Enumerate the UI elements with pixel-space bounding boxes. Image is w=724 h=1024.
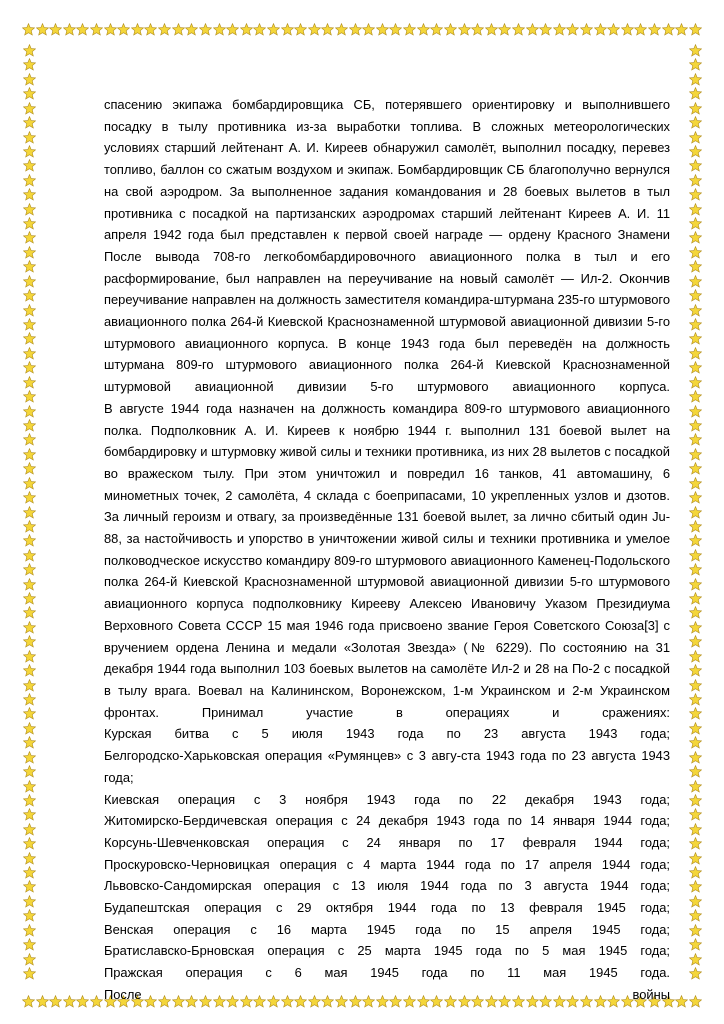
gold-star-icon [104, 23, 117, 36]
gold-star-icon [199, 23, 212, 36]
gold-star-icon [498, 23, 511, 36]
gold-star-icon [689, 491, 702, 504]
gold-star-icon [689, 102, 702, 115]
gold-star-icon [689, 376, 702, 389]
gold-star-icon [689, 563, 702, 576]
star-border-top [22, 22, 702, 36]
gold-star-icon [23, 953, 36, 966]
gold-star-icon [23, 116, 36, 129]
gold-star-icon [689, 866, 702, 879]
gold-star-icon [23, 462, 36, 475]
gold-star-icon [76, 23, 89, 36]
operation-line: Будапештская операция с 29 октября 1944 года по 13 февраля 1945 года; [104, 900, 670, 916]
gold-star-icon [76, 995, 89, 1008]
gold-star-icon [49, 23, 62, 36]
gold-star-icon [689, 938, 702, 951]
gold-star-icon [566, 23, 579, 36]
gold-star-icon [349, 23, 362, 36]
gold-star-icon [689, 433, 702, 446]
gold-star-icon [23, 520, 36, 533]
gold-star-icon [689, 116, 702, 129]
gold-star-icon [689, 405, 702, 418]
gold-star-icon [689, 578, 702, 591]
gold-star-icon [689, 707, 702, 720]
gold-star-icon [23, 924, 36, 937]
gold-star-icon [580, 23, 593, 36]
gold-star-icon [689, 275, 702, 288]
gold-star-icon [23, 275, 36, 288]
gold-star-icon [689, 679, 702, 692]
gold-star-icon [23, 87, 36, 100]
gold-star-icon [23, 231, 36, 244]
gold-star-icon [23, 102, 36, 115]
gold-star-icon [23, 707, 36, 720]
gold-star-icon [23, 131, 36, 144]
gold-star-icon [267, 23, 280, 36]
gold-star-icon [23, 938, 36, 951]
gold-star-icon [689, 621, 702, 634]
gold-star-icon [689, 289, 702, 302]
gold-star-icon [689, 73, 702, 86]
gold-star-icon [23, 765, 36, 778]
gold-star-icon [689, 953, 702, 966]
gold-star-icon [689, 722, 702, 735]
gold-star-icon [689, 462, 702, 475]
gold-star-icon [23, 246, 36, 259]
gold-star-icon [689, 477, 702, 490]
gold-star-icon [689, 188, 702, 201]
operation-line: Проскуровско-Черновицкая операция с 4 марта 1944 года по 17 апреля 1944 года; [104, 856, 670, 872]
gold-star-icon [23, 635, 36, 648]
gold-star-icon [90, 23, 103, 36]
gold-star-icon [23, 203, 36, 216]
gold-star-icon [689, 592, 702, 605]
gold-star-icon [23, 722, 36, 735]
gold-star-icon [23, 549, 36, 562]
gold-star-icon [23, 217, 36, 230]
gold-star-icon [144, 23, 157, 36]
gold-star-icon [648, 23, 661, 36]
operation-line: Житомирско-Бердичевская операция с 24 декабря 1943 года по 14 января 1944 года; [104, 813, 670, 829]
gold-star-icon [335, 23, 348, 36]
gold-star-icon [689, 390, 702, 403]
gold-star-icon [23, 188, 36, 201]
gold-star-icon [675, 995, 688, 1008]
gold-star-icon [689, 549, 702, 562]
gold-star-icon [23, 578, 36, 591]
gold-star-icon [689, 765, 702, 778]
gold-star-icon [23, 808, 36, 821]
gold-star-icon [689, 246, 702, 259]
gold-star-icon [689, 852, 702, 865]
gold-star-icon [689, 145, 702, 158]
gold-star-icon [23, 736, 36, 749]
gold-star-icon [23, 289, 36, 302]
gold-star-icon [23, 967, 36, 980]
gold-star-icon [23, 361, 36, 374]
gold-star-icon [23, 174, 36, 187]
gold-star-icon [689, 909, 702, 922]
gold-star-icon [90, 995, 103, 1008]
gold-star-icon [23, 664, 36, 677]
gold-star-icon [689, 217, 702, 230]
gold-star-icon [689, 520, 702, 533]
gold-star-icon [689, 332, 702, 345]
gold-star-icon [417, 23, 430, 36]
gold-star-icon [23, 621, 36, 634]
gold-star-icon [689, 347, 702, 360]
gold-star-icon [689, 995, 702, 1008]
gold-star-icon [49, 995, 62, 1008]
gold-star-icon [689, 823, 702, 836]
gold-star-icon [23, 880, 36, 893]
gold-star-icon [634, 23, 647, 36]
gold-star-icon [23, 145, 36, 158]
gold-star-icon [526, 23, 539, 36]
gold-star-icon [23, 895, 36, 908]
gold-star-icon [294, 23, 307, 36]
gold-star-icon [36, 23, 49, 36]
gold-star-icon [23, 650, 36, 663]
gold-star-icon [539, 23, 552, 36]
gold-star-icon [689, 318, 702, 331]
gold-star-icon [689, 534, 702, 547]
gold-star-icon [281, 23, 294, 36]
gold-star-icon [553, 23, 566, 36]
gold-star-icon [23, 679, 36, 692]
gold-star-icon [23, 44, 36, 57]
operation-line: Львовско-Сандомирская операция с 13 июля 1944 года по 3 августа 1944 года; [104, 878, 670, 894]
gold-star-icon [689, 837, 702, 850]
gold-star-icon [23, 332, 36, 345]
gold-star-icon [485, 23, 498, 36]
gold-star-icon [240, 23, 253, 36]
gold-star-icon [689, 751, 702, 764]
gold-star-icon [689, 736, 702, 749]
star-border-left [22, 44, 36, 980]
gold-star-icon [23, 866, 36, 879]
gold-star-icon [689, 664, 702, 677]
gold-star-icon [253, 23, 266, 36]
gold-star-icon [621, 23, 634, 36]
gold-star-icon [23, 693, 36, 706]
gold-star-icon [689, 693, 702, 706]
gold-star-icon [23, 159, 36, 172]
gold-star-icon [23, 592, 36, 605]
gold-star-icon [662, 23, 675, 36]
gold-star-icon [23, 433, 36, 446]
gold-star-icon [689, 87, 702, 100]
gold-star-icon [689, 23, 702, 36]
operation-line: Киевская операция с 3 ноября 1943 года по 22 декабря 1943 года; [104, 791, 670, 807]
operation-line: Братиславско-Брновская операция с 25 марта 1945 года по 5 мая 1945 года; [104, 943, 670, 959]
operation-line: Венская операция с 16 марта 1945 года по 15 апреля 1945 года; [104, 921, 670, 937]
gold-star-icon [23, 347, 36, 360]
gold-star-icon [689, 203, 702, 216]
gold-star-icon [512, 23, 525, 36]
operation-line: Пражская операция с 6 мая 1945 года по 11 мая 1945 года. [104, 965, 670, 981]
gold-star-icon [689, 895, 702, 908]
gold-star-icon [213, 23, 226, 36]
gold-star-icon [689, 58, 702, 71]
gold-star-icon [389, 23, 402, 36]
gold-star-icon [158, 23, 171, 36]
gold-star-icon [22, 23, 35, 36]
gold-star-icon [689, 650, 702, 663]
gold-star-icon [689, 880, 702, 893]
gold-star-icon [689, 231, 702, 244]
gold-star-icon [594, 23, 607, 36]
gold-star-icon [23, 837, 36, 850]
operation-line: Белгородско-Харьковская операция «Румянцев» с 3 авгу-ста 1943 года по 23 августа 1943 года; [104, 748, 670, 785]
gold-star-icon [689, 159, 702, 172]
gold-star-icon [689, 780, 702, 793]
paragraph: За личный героизм и отвагу, за произведённые 131 боевой вылет, за лично сбитый один Ju-88, за настойчивость и упорство в уничтожении живой силы и техники противника и умелое полководческое искусство командиру 809-го штурмового авиационного Каменец-Подольского полка 264-й Киевской Краснознаменной штурмовой авиационной дивизии 5-го штурмового авиационного корпуса подполковнику Кирееву Алексею Ивановичу Указом Президиума Верховного Совета СССР 15 мая 1946 года присвоено звание Героя Советского Союза[3] с вручением ордена Ленина и медали «Золотая Звезда» (№ 6229). По состоянию на 31 декабря 1944 года выполнил 103 боевых вылетов на самолёте Ил-2 и 28 на По-2 с посадкой в тылу врага. Воевал на Калининском, Воронежском, 1-м Украинском и 2-м Украинском фронтах. Принимал участие в операциях и сражениях: [104, 509, 670, 720]
gold-star-icon [308, 23, 321, 36]
gold-star-icon [23, 491, 36, 504]
gold-star-icon [36, 995, 49, 1008]
gold-star-icon [689, 448, 702, 461]
gold-star-icon [226, 23, 239, 36]
gold-star-icon [471, 23, 484, 36]
gold-star-icon [321, 23, 334, 36]
document-body [104, 94, 670, 1006]
operation-line: Корсунь-Шевченковская операция с 24 января по 17 февраля 1944 года; [104, 834, 670, 850]
gold-star-icon [607, 23, 620, 36]
gold-star-icon [675, 23, 688, 36]
gold-star-icon [689, 967, 702, 980]
gold-star-icon [23, 534, 36, 547]
gold-star-icon [23, 376, 36, 389]
gold-star-icon [689, 794, 702, 807]
star-border-right [688, 44, 702, 980]
gold-star-icon [689, 808, 702, 821]
gold-star-icon [689, 304, 702, 317]
gold-star-icon [23, 405, 36, 418]
gold-star-icon [458, 23, 471, 36]
gold-star-icon [63, 23, 76, 36]
gold-star-icon [63, 995, 76, 1008]
gold-star-icon [23, 909, 36, 922]
gold-star-icon [689, 635, 702, 648]
gold-star-icon [23, 58, 36, 71]
gold-star-icon [23, 448, 36, 461]
operation-line: Курская битва с 5 июля 1943 года по 23 августа 1943 года; [104, 726, 670, 742]
gold-star-icon [689, 419, 702, 432]
gold-star-icon [185, 23, 198, 36]
gold-star-icon [23, 852, 36, 865]
gold-star-icon [376, 23, 389, 36]
gold-star-icon [23, 260, 36, 273]
gold-star-icon [689, 924, 702, 937]
gold-star-icon [689, 606, 702, 619]
gold-star-icon [23, 823, 36, 836]
gold-star-icon [23, 563, 36, 576]
gold-star-icon [23, 606, 36, 619]
paragraph: После вывода 708-го легкобомбардировочного авиационного полка в тыл и его расформирование, был направлен на переучивание на новый самолёт — Ил-2. Окончив переучивание направлен на должность заместителя командира-штурмана 235-го штурмового авиационного полка 264-й Киевской Краснознаменной штурмовой авиационной дивизии 5-го штурмового авиационного корпуса. В конце 1943 года был переведён на должность штурмана 809-го штурмового авиационного полка 264-й Киевской Краснознаменной штурмовой авиационной дивизии 5-го штурмового авиационного корпуса. [104, 248, 670, 395]
gold-star-icon [689, 131, 702, 144]
gold-star-icon [689, 44, 702, 57]
gold-star-icon [23, 780, 36, 793]
gold-star-icon [172, 23, 185, 36]
gold-star-icon [689, 174, 702, 187]
gold-star-icon [403, 23, 416, 36]
gold-star-icon [430, 23, 443, 36]
paragraph: В августе 1944 года назначен на должность командира 809-го штурмового авиационного полка. Подполковник А. И. Киреев к ноябрю 1944 г. выполнил 131 боевой вылет на бомбардировку и штурмовку живой силы и техники противника, из них 28 вылетов с посадкой во вражеском тылу. При этом уничтожил и повредил 16 танков, 41 автомашину, 6 минометных точек, 2 самолёта, 4 склада с боеприпасами, 10 укрепленных узлов и дзотов. [104, 400, 670, 503]
gold-star-icon [444, 23, 457, 36]
gold-star-icon [689, 260, 702, 273]
gold-star-icon [689, 506, 702, 519]
gold-star-icon [23, 390, 36, 403]
gold-star-icon [23, 477, 36, 490]
gold-star-icon [23, 751, 36, 764]
gold-star-icon [23, 419, 36, 432]
gold-star-icon [362, 23, 375, 36]
gold-star-icon [23, 794, 36, 807]
gold-star-icon [23, 506, 36, 519]
gold-star-icon [689, 361, 702, 374]
gold-star-icon [131, 23, 144, 36]
gold-star-icon [23, 304, 36, 317]
gold-star-icon [23, 318, 36, 331]
gold-star-icon [117, 23, 130, 36]
paragraph: После войны [104, 986, 670, 1002]
paragraph: спасению экипажа бомбардировщика СБ, потерявшего ориентировку и выполнившего посадку в тылу противника из-за выработки топлива. В сложных метеорологических условиях старший лейтенант А. И. Киреев обнаружил самолёт, выполнил посадку, перевез топливо, баллон со сжатым воздухом и экипаж. Бомбардировщик СБ благополучно вернулся на свой аэродром. За выполненное задания командования и 28 боевых вылетов в тыл противника с посадкой на партизанских аэродромах старший лейтенант Киреев А. И. 11 апреля 1942 года был представлен к первой своей награде — ордену Красного Знамени [104, 97, 670, 243]
gold-star-icon [22, 995, 35, 1008]
gold-star-icon [23, 73, 36, 86]
